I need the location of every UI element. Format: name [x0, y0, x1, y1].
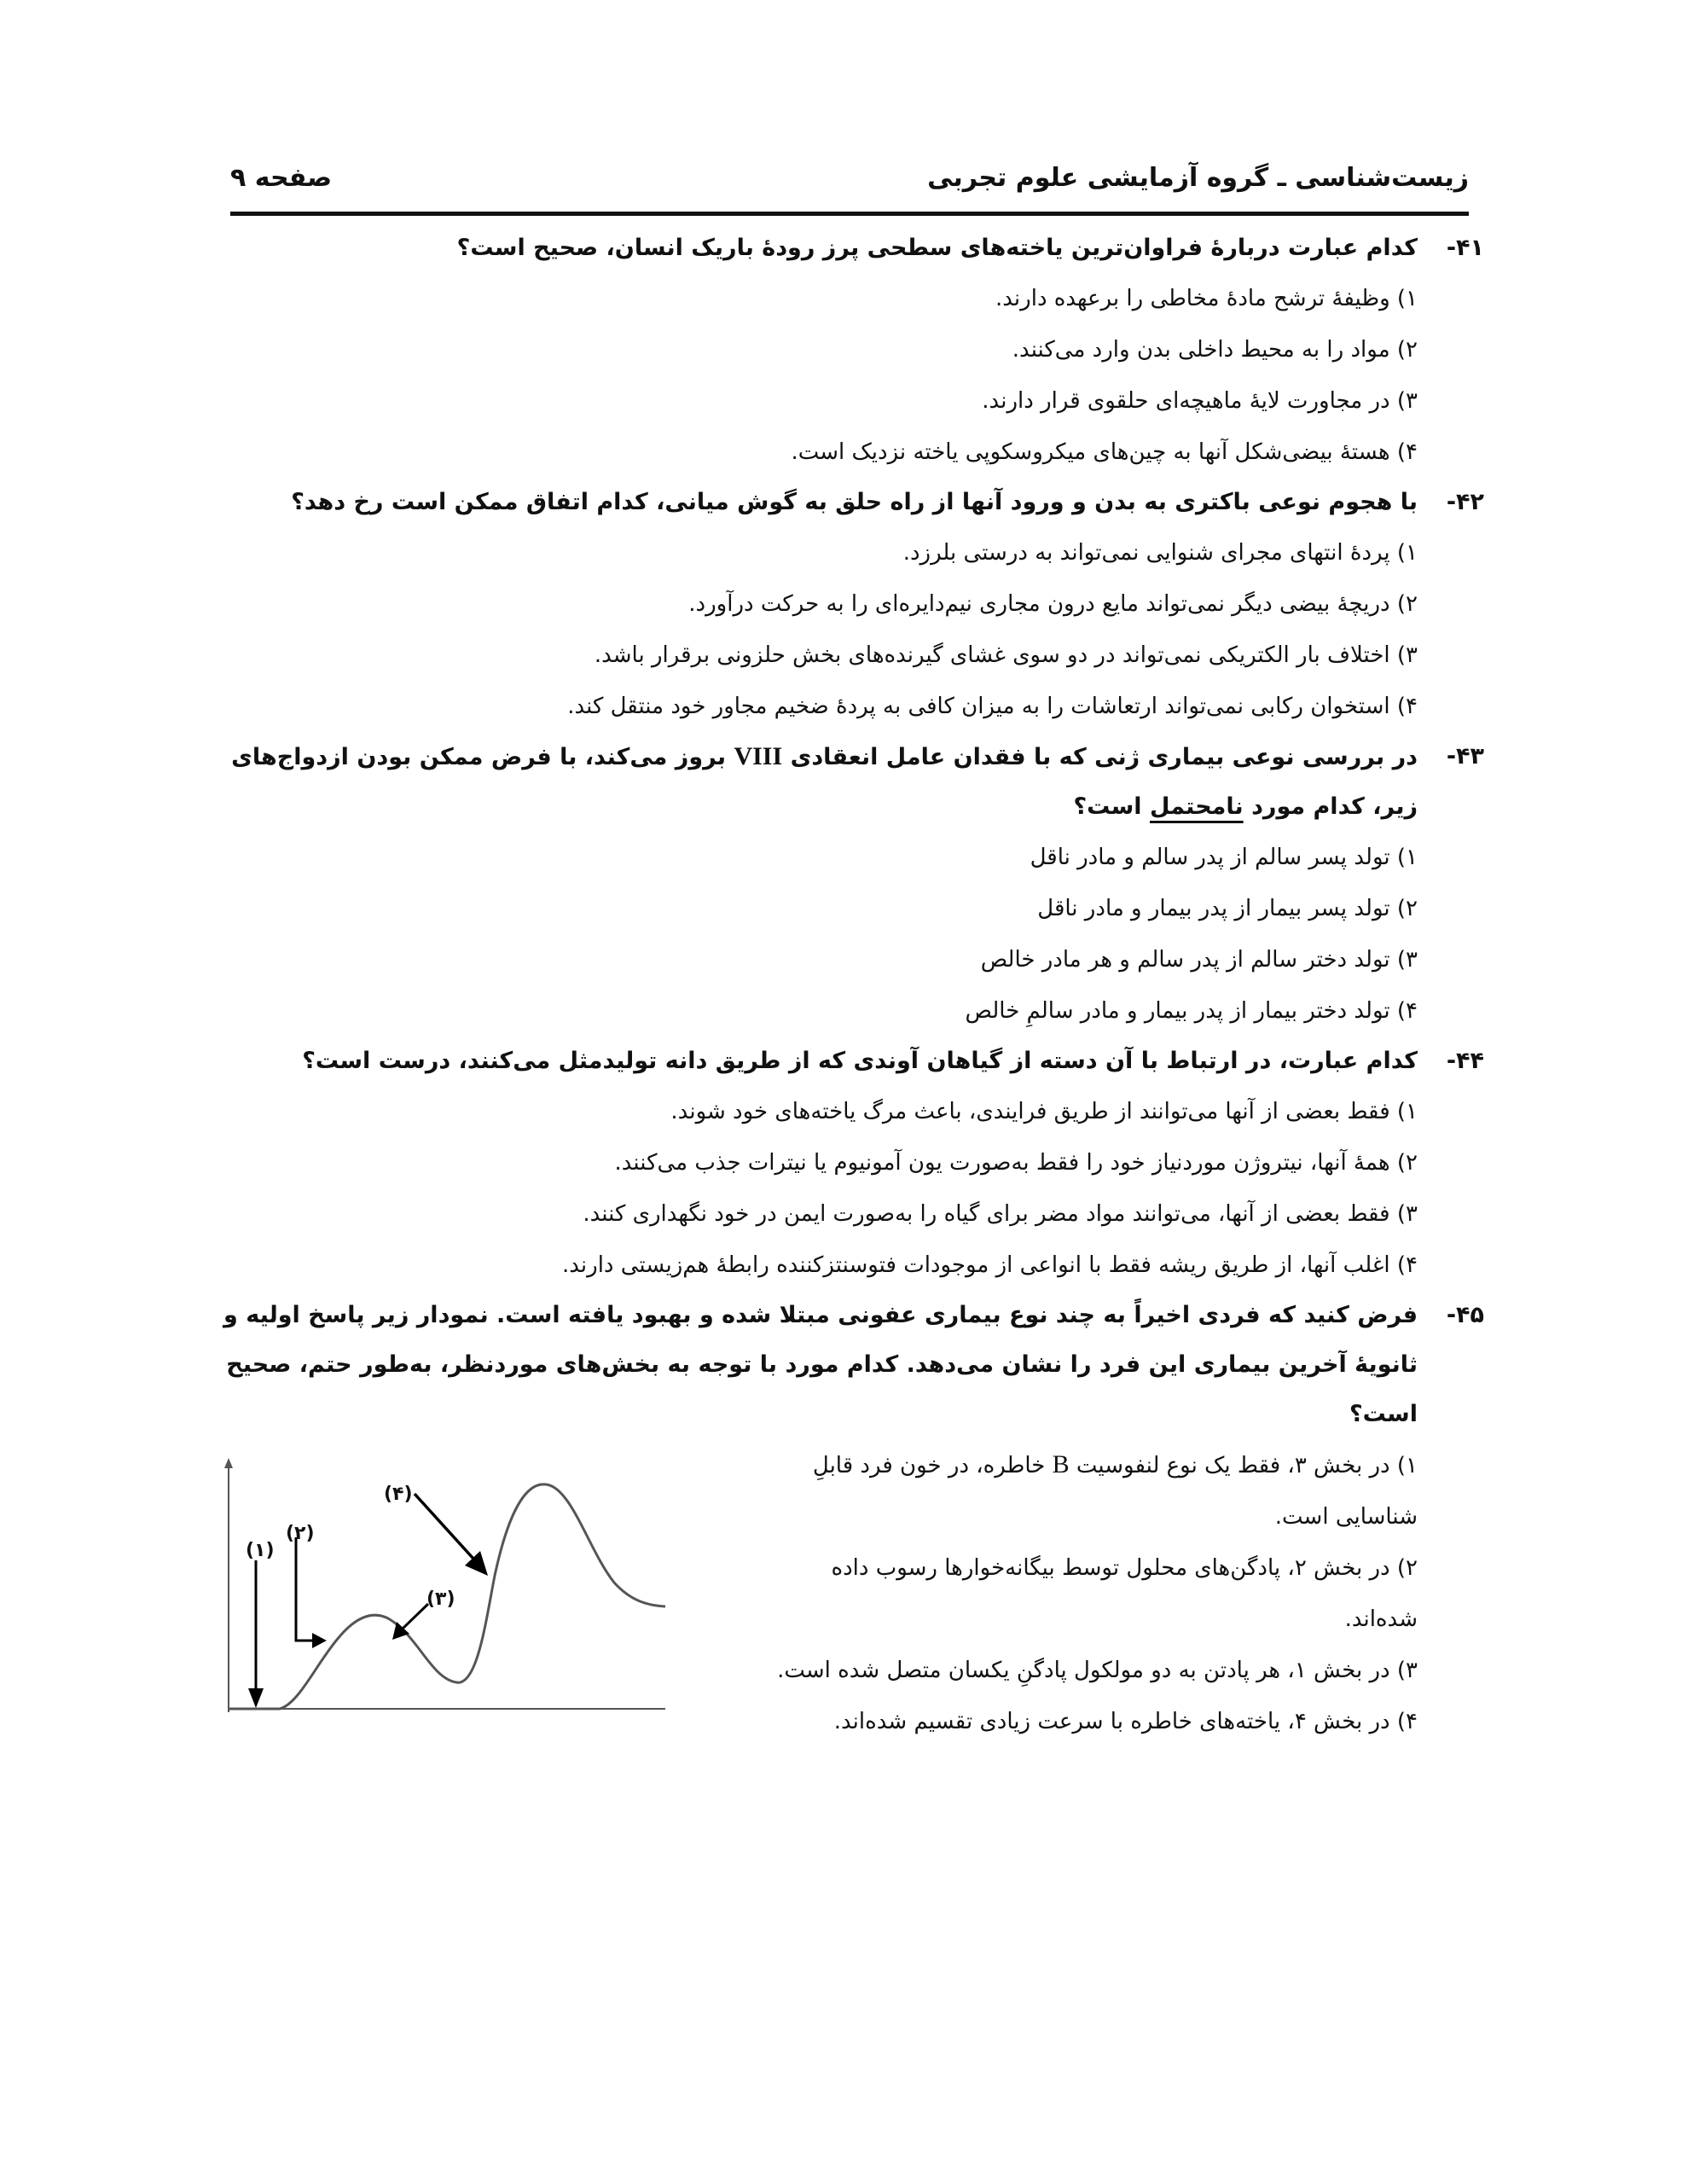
option-4[interactable]: ۴) تولد دختر بیمار از پدر بیمار و مادر سالمِ خالص	[965, 998, 1418, 1024]
option-2[interactable]: ۲) همهٔ آنها، نیتروژن موردنیاز خود را فقط به‌صورت یون آمونیوم یا نیترات جذب می‌کنند.	[614, 1150, 1418, 1176]
label-section-2: (۲)	[286, 1523, 315, 1544]
header-rule	[230, 212, 1469, 216]
question-text-part: در بررسی نوعی بیماری ژنی که با فقدان عامل انعقادی	[790, 744, 1418, 770]
question-44	[213, 1037, 1484, 1291]
question-41	[213, 224, 1484, 478]
option-1[interactable]: ۱) وظیفهٔ ترشح مادهٔ مخاطی را برعهده دارند.	[995, 286, 1418, 311]
option-4[interactable]: ۴) اغلب آنها، از طریق ریشه فقط با انواعی از موجودات فتوسنتزکننده رابطهٔ هم‌زیستی دارند.	[561, 1252, 1418, 1278]
questions-list	[213, 224, 1484, 1747]
option-3[interactable]: ۳) اختلاف بار الکتریکی نمی‌تواند در دو سوی غشای گیرنده‌های بخش حلزونی برقرار باشد.	[594, 642, 1418, 668]
option-1[interactable]: ۱) فقط بعضی از آنها می‌توانند از طریق فرایندی، باعث مرگ یاخته‌های خود شوند.	[670, 1099, 1418, 1124]
emphasized-word: نامحتمل	[1149, 793, 1244, 820]
option-2[interactable]: ۲) مواد را به محیط داخلی بدن وارد می‌کنند.	[1012, 337, 1418, 363]
option-1[interactable]: ۱) تولد پسر سالم از پدر سالم و مادر ناقل	[1030, 845, 1418, 870]
option-4[interactable]: ۴) استخوان رکابی نمی‌تواند ارتعاشات را به میزان کافی به پردهٔ ضخیم مجاور خود منتقل کند.	[567, 694, 1418, 719]
option-3[interactable]: ۳) در مجاورت لایهٔ ماهیچه‌ای حلقوی قرار دارند.	[982, 388, 1418, 414]
page-number: صفحه ۹	[230, 162, 333, 193]
question-text-part: بروز می‌کند، با فرض ممکن بودن ازدواج‌های زیر، کدام مورد	[231, 744, 1418, 820]
question-text: کدام عبارت دربارهٔ فراوان‌ترین یاخته‌های سطحی پرز رودهٔ باریک انسان، صحیح است؟	[456, 235, 1418, 261]
arrow-2	[296, 1537, 314, 1641]
arrow-2-head-icon	[312, 1633, 327, 1648]
option-4[interactable]: ۴) هستهٔ بیضی‌شکل آنها به چین‌های میکروسکوپی یاخته نزدیک است.	[791, 439, 1418, 465]
label-section-3: (۳)	[426, 1589, 455, 1610]
option-4[interactable]: ۴) در بخش ۴، یاخته‌های خاطره با سرعت زیادی تقسیم شده‌اند.	[833, 1709, 1418, 1734]
label-section-1: (۱)	[246, 1540, 275, 1561]
question-text: کدام عبارت، در ارتباط با آن دسته از گیاهان آوندی که از طریق دانه تولیدمثل می‌کنند، درست است؟	[302, 1048, 1418, 1074]
option-3[interactable]: ۳) فقط بعضی از آنها، می‌توانند مواد مضر برای گیاه را به‌صورت ایمن در خود نگهداری کنند.	[583, 1201, 1418, 1227]
option-2[interactable]: ۲) دریچهٔ بیضی دیگر نمی‌تواند مایع درون مجاری نیم‌دایره‌ای را به حرکت درآورد.	[688, 591, 1418, 617]
option-3[interactable]: ۳) تولد دختر سالم از پدر سالم و هر مادر خالص	[980, 947, 1418, 973]
question-number: ۴۲-	[1446, 489, 1484, 515]
question-text: با هجوم نوعی باکتری به بدن و ورود آنها از راه حلق به گوش میانی، کدام اتفاق ممکن است رخ دهد؟	[291, 489, 1418, 515]
question-number: ۴۱-	[1446, 235, 1484, 261]
question-number: ۴۵-	[1446, 1302, 1484, 1328]
question-42	[213, 478, 1484, 732]
arrow-3	[403, 1604, 428, 1629]
header-title: زیست‌شناسی ـ گروه آزمایشی علوم تجربی	[927, 162, 1469, 193]
question-text-part: است؟	[1073, 793, 1142, 820]
option-text-part: ۱) در بخش ۳، فقط یک نوع لنفوسیت	[1076, 1453, 1418, 1478]
immune-response-graph	[213, 1448, 688, 1738]
label-section-4: (۴)	[384, 1484, 413, 1505]
question-45	[213, 1291, 1484, 1747]
arrow-4	[415, 1494, 473, 1559]
question-text	[213, 732, 1418, 832]
arrow-1-head-icon	[248, 1688, 264, 1708]
factor-label: VIII	[734, 742, 783, 770]
option-2[interactable]: ۲) در بخش ۲، پادگن‌های محلول توسط بیگانه‌خوارها رسوب داده شده‌اند.	[831, 1555, 1418, 1632]
question-number: ۴۳-	[1446, 743, 1484, 770]
lymphocyte-type: B	[1052, 1450, 1070, 1478]
page-header	[230, 152, 1469, 203]
option-2[interactable]: ۲) تولد پسر بیمار از پدر بیمار و مادر ناقل	[1037, 896, 1418, 921]
option-1[interactable]: ۱) پردهٔ انتهای مجرای شنوایی نمی‌تواند به درستی بلرزد.	[902, 540, 1418, 566]
option-text-part: خاطره، در خون فرد قابلِ شناسایی است.	[812, 1453, 1418, 1530]
option-3[interactable]: ۳) در بخش ۱، هر پادتن به دو مولکول پادگنِ یکسان متصل شده است.	[777, 1658, 1418, 1683]
option-1[interactable]	[757, 1439, 1418, 1542]
y-axis-arrow-icon	[224, 1458, 233, 1468]
question-number: ۴۴-	[1446, 1048, 1484, 1074]
question-43	[213, 732, 1484, 1037]
question-text: فرض کنید که فردی اخیراً به چند نوع بیماری عفونی مبتلا شده و بهبود یافته است. نمودار زیر پاسخ اولیه و ثانویهٔ آخرین بیماری این فرد را نشان می‌دهد. کدام مورد با توجه به بخش‌های موردنظر، به‌طور حتم، صحیح است؟	[223, 1302, 1418, 1427]
